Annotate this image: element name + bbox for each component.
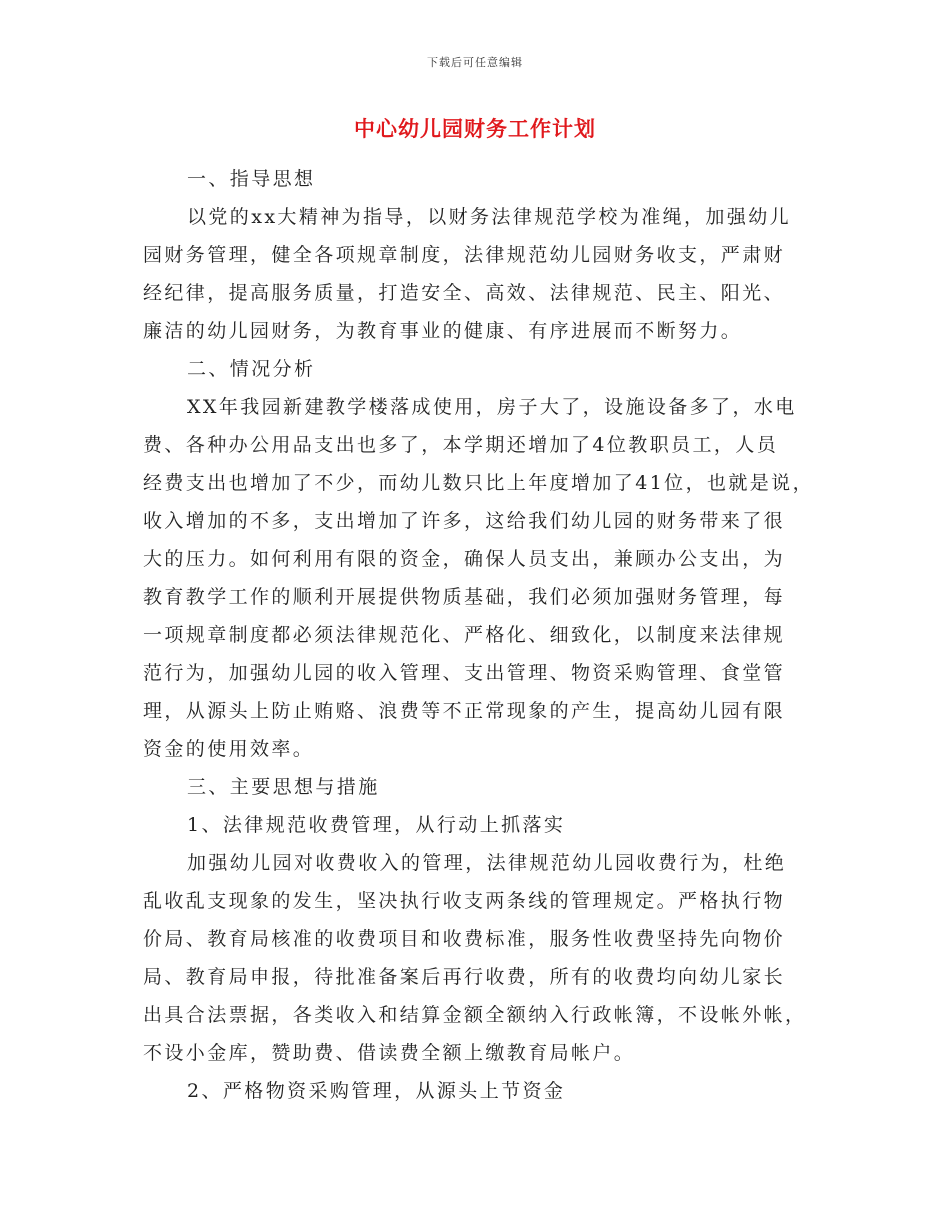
paragraph-line: 范行为，加强幼儿园的收入管理、支出管理、物资采购管理、食堂管	[143, 662, 786, 684]
header-note: 下载后可任意编辑	[427, 56, 523, 69]
section-heading: 二、情况分析	[187, 358, 316, 380]
subsection-heading: 2、严格物资采购管理，从源头上节资金	[187, 1080, 566, 1102]
section-heading: 一、指导思想	[187, 168, 316, 190]
paragraph-line: 大的压力。如何利用有限的资金，确保人员支出，兼顾办公支出，为	[143, 548, 786, 570]
paragraph-line: 价局、教育局核准的收费项目和收费标准，服务性收费坚持先向物价	[143, 928, 786, 950]
paragraph-line: 经费支出也增加了不少，而幼儿数只比上年度增加了41位，也就是说，	[143, 472, 814, 494]
paragraph-line: 经纪律，提高服务质量，打造安全、高效、法律规范、民主、阳光、	[143, 282, 786, 304]
paragraph-line: 园财务管理，健全各项规章制度，法律规范幼儿园财务收支，严肃财	[143, 244, 786, 266]
paragraph-line: 出具合法票据，各类收入和结算金额全额纳入行政帐簿，不设帐外帐，	[143, 1004, 807, 1026]
subsection-heading: 1、法律规范收费管理，从行动上抓落实	[187, 814, 566, 836]
document-title: 中心幼儿园财务工作计划	[354, 116, 596, 141]
paragraph-line: 以党的xx大精神为指导，以财务法律规范学校为准绳，加强幼儿	[187, 206, 792, 228]
paragraph-line: 加强幼儿园对收费收入的管理，法律规范幼儿园收费行为，杜绝	[187, 852, 787, 874]
paragraph-line: 乱收乱支现象的发生，坚决执行收支两条线的管理规定。严格执行物	[143, 890, 786, 912]
paragraph-line: 收入增加的不多，支出增加了许多，这给我们幼儿园的财务带来了很	[143, 510, 786, 532]
paragraph-line: 一项规章制度都必须法律规范化、严格化、细致化，以制度来法律规	[143, 624, 786, 646]
paragraph-line: 教育教学工作的顺利开展提供物质基础，我们必须加强财务管理，每	[143, 586, 786, 608]
section-heading: 三、主要思想与措施	[187, 776, 380, 798]
paragraph-line: 费、各种办公用品支出也多了，本学期还增加了4位教职员工，人员	[143, 434, 779, 456]
paragraph-line: XX年我园新建教学楼落成使用，房子大了，设施设备多了，水电	[187, 396, 797, 418]
document-body	[143, 160, 814, 1110]
paragraph-line: 廉洁的幼儿园财务，为教育事业的健康、有序进展而不断努力。	[143, 320, 743, 342]
paragraph-line: 资金的使用效率。	[143, 738, 315, 760]
paragraph-line: 不设小金库，赞助费、借读费全额上缴教育局帐户。	[143, 1042, 636, 1064]
paragraph-line: 理，从源头上防止贿赂、浪费等不正常现象的产生，提高幼儿园有限	[143, 700, 786, 722]
paragraph-line: 局、教育局申报，待批准备案后再行收费，所有的收费均向幼儿家长	[143, 966, 786, 988]
